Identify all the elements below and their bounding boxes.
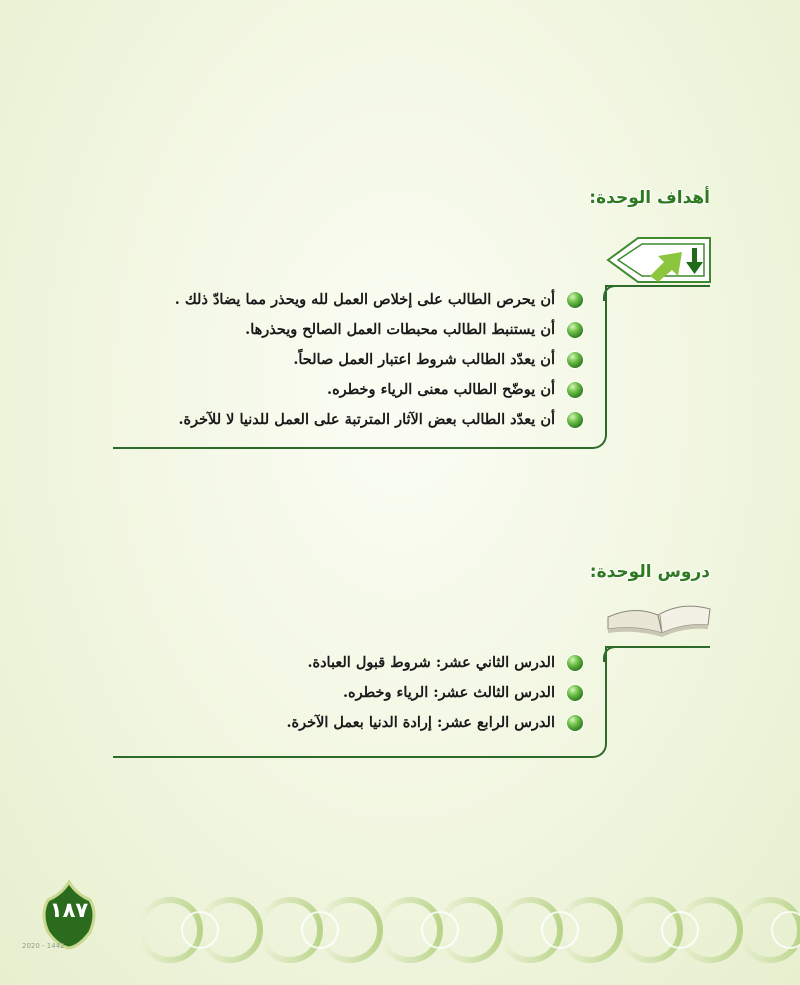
green-bullet-icon xyxy=(567,655,583,671)
objectives-box xyxy=(113,285,607,449)
green-bullet-icon xyxy=(567,292,583,308)
list-item: الدرس الثالث عشر: الرياء وخطره. xyxy=(286,678,583,708)
list-item: الدرس الثاني عشر: شروط قبول العبادة. xyxy=(286,648,583,678)
open-book-icon xyxy=(604,595,714,637)
objectives-arrow-icon xyxy=(606,236,712,284)
lessons-heading: دروس الوحدة: xyxy=(589,562,710,582)
lessons-list xyxy=(286,648,583,738)
objectives-list xyxy=(175,285,583,435)
list-item: أن يعدّد الطالب بعض الآثار المترتبة على العمل للدنيا لا للآخرة. xyxy=(175,405,583,435)
list-item: أن يحرص الطالب على إخلاص العمل لله ويحذر مما يضادّ ذلك . xyxy=(175,285,583,315)
list-item: الدرس الرابع عشر: إرادة الدنيا بعمل الآخرة. xyxy=(286,708,583,738)
green-bullet-icon xyxy=(567,715,583,731)
list-item: أن يستنبط الطالب محبطات العمل الصالح ويحذرها. xyxy=(175,315,583,345)
list-item: أن يوضّح الطالب معنى الرياء وخطره. xyxy=(175,375,583,405)
green-bullet-icon xyxy=(567,352,583,368)
list-item: أن يعدّد الطالب شروط اعتبار العمل صالحاً. xyxy=(175,345,583,375)
page-number: ١٨٧ xyxy=(49,898,89,922)
publisher-year: 2020 - 1442 xyxy=(22,942,65,950)
green-bullet-icon xyxy=(567,322,583,338)
green-bullet-icon xyxy=(567,382,583,398)
lessons-box xyxy=(113,646,607,758)
green-bullet-icon xyxy=(567,412,583,428)
decorative-border-ornament xyxy=(0,870,800,985)
objectives-heading: أهداف الوحدة: xyxy=(589,188,710,208)
green-bullet-icon xyxy=(567,685,583,701)
